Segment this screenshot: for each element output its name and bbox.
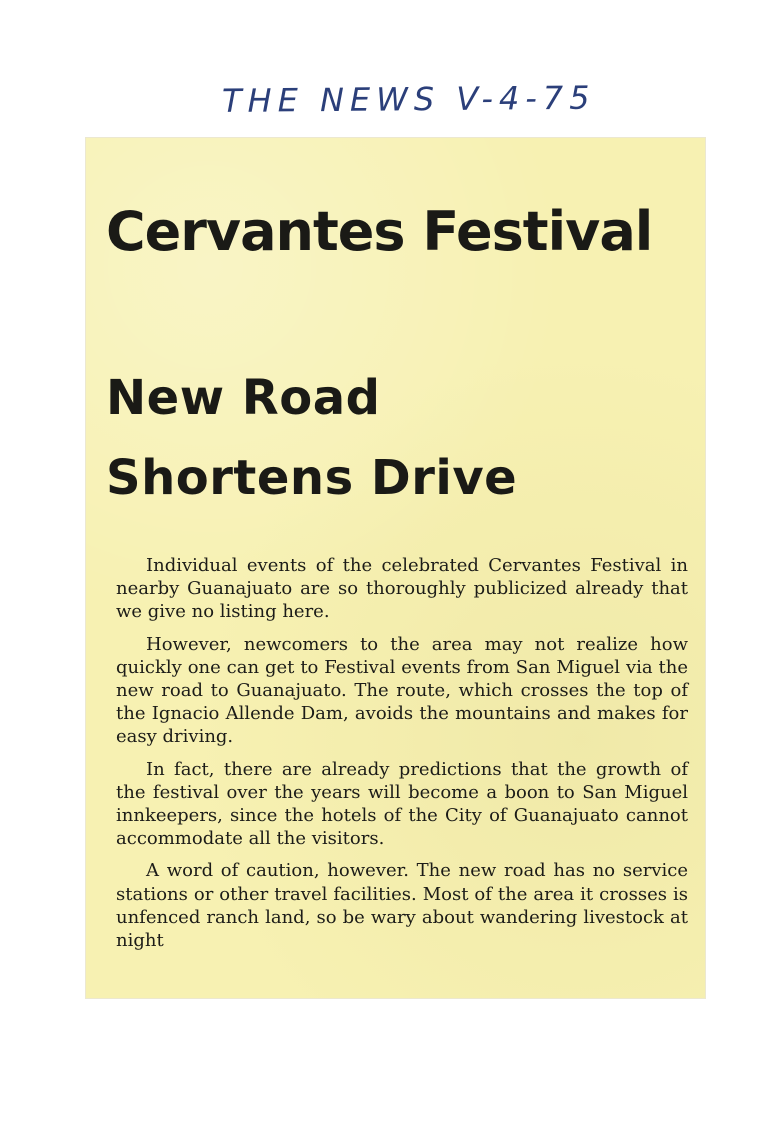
article-paragraph: However, newcomers to the area may not realize how quickly one can get to Festival events from San Miguel via the new road to Guanajuato. The route, which crosses the top of the Ignacio Allende Dam, avoids the mountains and makes for easy driving. [116, 633, 688, 748]
headline: Cervantes Festival [106, 200, 653, 263]
article-paragraph: In fact, there are already predictions that the growth of the festival over the years will become a boon to San Miguel innkeepers, since the hotels of the City of Guanajuato cannot accommodate all the visitors. [116, 758, 688, 850]
newspaper-clipping [86, 138, 705, 998]
subheadline-line: New Road [106, 370, 381, 426]
subheadline-line: Shortens Drive [106, 450, 518, 506]
subheadline [106, 358, 517, 518]
handwritten-date-note: THE NEWS V-4-75 [221, 78, 596, 120]
article-paragraph: Individual events of the celebrated Cervantes Festival in nearby Guanajuato are so thoroughly publicized already that we give no listing here. [116, 555, 688, 623]
article-body [116, 554, 688, 961]
article-paragraph: A word of caution, however. The new road has no service stations or other travel facilities. Most of the area it crosses is unfenced ranch land, so be wary about wandering livestock at night [116, 860, 688, 952]
